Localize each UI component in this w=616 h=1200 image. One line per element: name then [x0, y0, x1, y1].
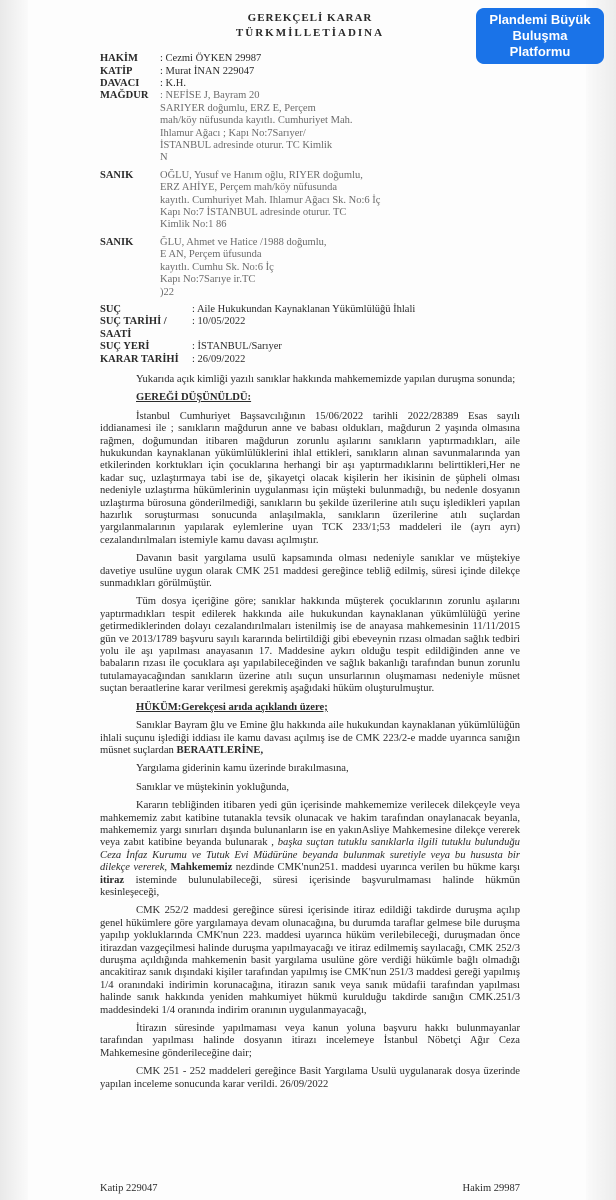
magdur-line: İSTANBUL adresinde oturur. TC Kimlik: [160, 140, 333, 152]
field-label: MAĞDUR: [100, 90, 149, 102]
field-value: : Cezmi ÖYKEN 29987: [160, 53, 262, 65]
field-value: [160, 237, 520, 299]
field-hakim: [100, 53, 520, 65]
field-suc-tarihi: [100, 316, 520, 341]
sanik2-line: E AN, Perçem üfusunda: [160, 249, 262, 261]
paragraph-objection-right: [100, 800, 520, 899]
field-value: : Aile Hukukundan Kaynaklanan Yükümlülüğü İhlali: [192, 303, 416, 315]
sanik2-line: )22: [160, 286, 174, 298]
field-suc-yeri: [100, 341, 520, 353]
gerege-dusunuldu-heading: GEREĞİ DÜŞÜNÜLDÜ:: [136, 392, 252, 404]
paragraph-acquittal: [100, 720, 520, 757]
paragraph-reasoning: Tüm dosya içeriğine göre; sanıklar hakkında müşterek çocuklarının zorunlu aşılarını yaptırmadıkları tespit edilerek hakkında aile hukukundan kaynaklanan yükümlülüğü yerine getirmediklerinden dolayı cezalandırılmaları istenilmiş ise de anayasa mahkemesinin 11/11/2015 gün ve 2013/1789 başvuru sayılı kararında belirtildiği gibi ebeveynin rızası olmadan sağlık tedbiri yolu ile aşı yapılması anayasanın 17. Maddesine aykırı olduğu tespit edildiğinden anne ve babaların rızası ile çocuklara aşı yapılabileceğinden ve sağlık bakanlığı tarafından bunun zorunlu tutulamayacağından sanıkların üzerine atılı suçun unsurlarının oluşmaması nedeniyle müsnet suçtan beraatlerine karar verilmesi gerekmiş aşağıdaki hüküm oluşturulmuştur.: [100, 596, 520, 695]
sanik2-line: ĞLU, Ahmet ve Hatice /1988 doğumlu,: [160, 236, 327, 248]
field-value: : 26/09/2022: [192, 353, 246, 365]
objection-text-1: Kararın tebliğinden itibaren yedi gün içerisinde mahkememize verilecek dilekçeyle veya mahkememiz zabıt katibine tutanakla tevsik olunacak ve hakim tarafından onaylanacak beyanla, mahkememiz yargı sınırları dışında bulunanların ise en yakınAsliye Mahkemesine dilekçe vererek veya zabıt katibine beyanda bulunarak ,: [100, 800, 520, 849]
field-karar-tarihi: [100, 354, 520, 366]
field-label: KATİP: [100, 65, 133, 77]
field-suc: [100, 304, 520, 316]
field-davaci: [100, 78, 520, 90]
badge-line-2: Buluşma: [512, 28, 568, 43]
paragraph-final: CMK 251 - 252 maddeleri gereğince Basit Yargılama Usulü uygulanarak dosya üzerinde yapılan inceleme sonucunda karar verildi. 26/09/2022: [100, 1066, 520, 1090]
badge-line-1: Plandemi Büyük: [489, 12, 591, 27]
document-title: GEREKÇELİ KARAR: [247, 12, 373, 24]
field-label: SANIK: [100, 236, 134, 248]
field-value: [160, 90, 520, 164]
acquittal-verdict: BERAATLERİNE,: [176, 744, 264, 756]
paragraph-indictment: İstanbul Cumhuriyet Başsavcılığının 15/06/2022 tarihli 2022/28389 Esas sayılı iddianamesi ile ; sanıkların mağdurun anne ve babası oldukları, mağdurun 2 yaşında olmasına rağmen, doğumundan itibaren mağdurun zorunlu aşılarını sanıkların yaptırmadıkları, aile hukukundan kaynaklanan yükümlülüklerini ihlal ettikleri, sanıkların alınan savunmalarında yan etkilerinden korktukları için çocuklarına herhangi bir aşı yaptırmadıklarını belirttikleri,Her ne kadar suç, uzlaştırmaya tabi ise de, şikayetçi olacak kişilerin her ikisinin de şüpheli olması nedeniyle uzlaştırma hükümlerinin uygulanması için müşteki bulunmadığı, bu nedenle dosyanın uzlaştırma bürosuna gönderilmediği, sanıkların bu şekilde üzerilerine atılı suçu işledikleri yapılan hazırlık soruşturması sonucunda anlaşılmakla, sanıkların üzerilerine atılı suçlardan yargılanmalarının yapılarak eylemlerine uyan TCK 233/1;53 maddeleri ile (ayrı ayrı) cezalandırılmaları istemiyle kamu davası açılmıştır.: [100, 410, 520, 546]
field-label: KARAR TARİHİ: [100, 353, 179, 365]
field-value: : Murat İNAN 229047: [160, 65, 255, 77]
magdur-line: : NEFİSE J, Bayram 20: [160, 90, 260, 102]
sanik1-line: Kapı No:7 İSTANBUL adresinde oturur. TC: [160, 207, 347, 219]
field-sanik-1: [100, 170, 520, 232]
page-edge-right: [586, 0, 616, 1200]
field-magdur: [100, 90, 520, 164]
field-value: : K.H.: [160, 78, 186, 89]
objection-text-3: nezdinde CMK'nun251. maddesi uyarınca verilen bu hükme karşı: [232, 862, 520, 874]
field-value: [160, 170, 520, 232]
paragraph-absence: Sanıklar ve müştekinin yokluğunda,: [136, 781, 289, 793]
sanik2-line: kayıtlı. Cumhu Sk. No:6 İç: [160, 261, 274, 273]
field-katip: [100, 66, 520, 78]
paragraph-cmk-252: CMK 252/2 maddesi gereğince süresi içerisinde itiraz edildiği takdirde duruşma açılıp genel hükümlere göre yargılamaya devam olunacağına, bu durumda taraflar gelmese bile duruşma yapılıp yokluklarında CMK'nun 223. maddesi uyarınca hüküm verilebileceği, duruşmadan önce itirazdan vazgeçilmesi halinde duruşma yapılmayacağı ve itiraz edilmemiş sayılacağı, CMK 252/3 duruşma açıldığında mahkemenin basit yargılama usulüne göre verdiği hükümle bağlı olmadığı ancakitiraz sanık dışındaki kişiler tarafından yapılmış ise CMK'nun 251/3 maddesi gereği yapılmış 1/4 oranındaki indirimin korunacağına, itirazın sanık veya sanık müdafii tarafından yapılması halinde sanık hakkında yeniden mahkumiyet hükmü kurulduğu takdirde sanığın CMK.251/3 maddesindeki 1/4 oranında indirim oranının uygulanmayacağı,: [100, 905, 520, 1016]
sanik2-line: Kapı No:7Sarıye ir.TC: [160, 274, 256, 286]
magdur-line: SARIYER doğumlu, ERZ E, Perçem: [160, 102, 316, 114]
objection-text-2: başka suçtan tutuklu sanıklarla ilgili tutuklu bulunduğu Ceza İnfaz Kurumu ve Tutuk Evi Müdürüne beyanda bulunmak suretiyle veya bu hususta bir dilekçe vererek,: [100, 837, 520, 874]
paragraph-simple-trial: Davanın basit yargılama usulü kapsamında olması nedeniyle sanıklar ve müştekiye davetiye usulüne uygun olarak CMK 251 maddesi gereğince tebliğ edilmiş, süresi içinde dilekçe sunmadıkları görülmüştür.: [100, 553, 520, 590]
hakim-signature: Hakim 29987: [462, 1183, 520, 1194]
field-label: SUÇ YERİ: [100, 341, 150, 353]
field-label: SANIK: [100, 169, 134, 181]
paragraph-costs: Yargılama giderinin kamu üzerinde bırakılmasına,: [136, 763, 349, 775]
sanik1-line: ERZ AHİYE, Perçem mah/köy nüfusunda: [160, 182, 338, 194]
objection-text-4: isteminde bulunulabileceği, süresi içerisinde başvurulmaması halinde hükmün kesinleşeceği,: [100, 874, 520, 898]
katip-signature: Katip 229047: [100, 1183, 158, 1194]
field-label: DAVACI: [100, 78, 140, 89]
hukum-heading: HÜKÜM:Gerekçesi arıda açıklandı üzere;: [136, 701, 328, 713]
field-value: : 10/05/2022: [192, 316, 246, 328]
sanik1-line: Kimlik No:1 86: [160, 219, 227, 231]
intro-paragraph: Yukarıda açık kimliği yazılı sanıklar hakkında mahkememizde yapılan duruşma sonunda;: [136, 373, 516, 385]
field-label: SUÇ: [100, 303, 122, 315]
sanik1-line: OĞLU, Yusuf ve Hanım oğlu, RIYER doğumlu,: [160, 169, 363, 181]
objection-court: Mahkememiz: [167, 862, 233, 874]
magdur-line: Ihlamur Ağacı ; Kapı No:7Sarıyer/: [160, 127, 306, 139]
magdur-line: N: [160, 152, 168, 164]
paragraph-late-objection: İtirazın süresinde yapılmaması veya kanun yoluna başvuru hakkı bulunmayanlar tarafından yapılması halinde dosyanın itirazı incelemeye İstanbul Nöbetçi Ağır Ceza Mahkemesine gönderileceğine dair;: [100, 1023, 520, 1059]
objection-keyword: itiraz: [100, 874, 125, 886]
court-decision-document: [100, 8, 520, 1097]
field-label: HAKİM: [100, 53, 138, 65]
page-edge-left: [0, 0, 28, 1200]
acquittal-text: Sanıklar Bayram ğlu ve Emine ğlu hakkında aile hukukundan kaynaklanan yükümlülüğün ihlali suçunu işlediği iddiası ile kamu davası açılmış ise de CMK 223/2-e madde uyarınca sanığın müsnet suçlardan: [100, 720, 520, 756]
badge-line-3: Platformu: [509, 44, 571, 59]
magdur-line: mah/köy nüfusunda kayıtlı. Cumhuriyet Mah.: [160, 115, 353, 127]
sanik1-line: kayıtlı. Cumhuriyet Mah. Ihlamur Ağacı Sk. No:6 İç: [160, 194, 381, 206]
field-sanik-2: [100, 237, 520, 299]
signature-footer: [100, 1183, 520, 1194]
document-subtitle: TÜRKMİLLETİADINA: [235, 26, 385, 39]
field-label: SUÇ TARİHİ / SAATİ: [100, 316, 167, 340]
field-value: : İSTANBUL/Sarıyer: [192, 341, 282, 353]
